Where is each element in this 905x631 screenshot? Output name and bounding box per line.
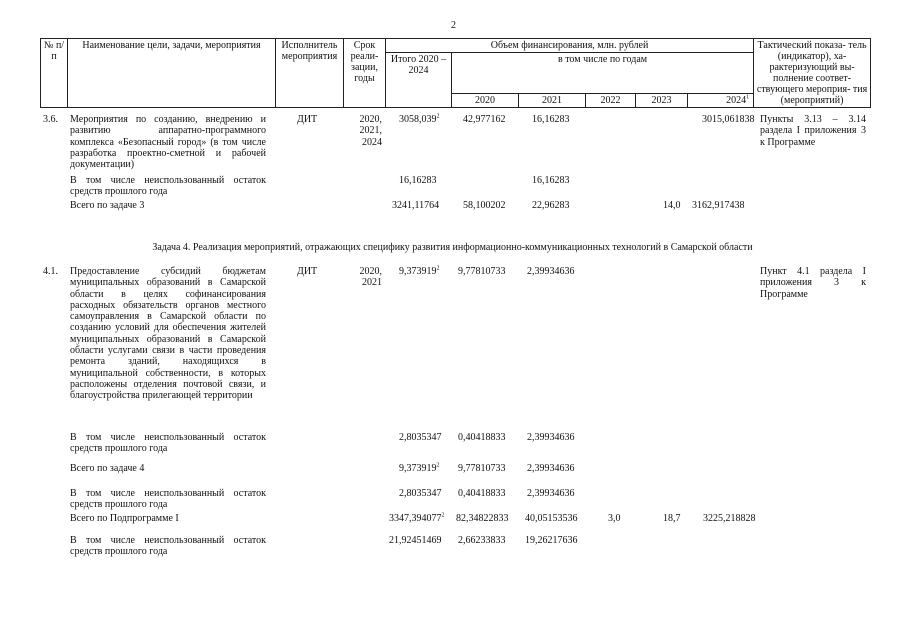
task3-2024: 3162,917438 bbox=[692, 200, 745, 211]
task3-2020: 58,100202 bbox=[463, 200, 506, 211]
subprogram-2021: 40,05153536 bbox=[525, 513, 578, 524]
header-term: Срок реали- зации, годы bbox=[344, 39, 386, 108]
task4-unused-2020: 0,40418833 bbox=[458, 488, 506, 499]
row41-unused-2021: 2,39934636 bbox=[527, 432, 575, 443]
subprogram-total-name: Всего по Подпрограмме I bbox=[70, 513, 179, 524]
row41-indicator: Пункт 4.1 раздела I приложения 3 к Программе bbox=[760, 266, 866, 300]
row41-name: Предоставление субсидий бюджетам муниципальных образований в Самарской области в целях софинансирования расходных обязательств органов местного самоуправления в Самарской области по созданию условий для обеспечения жителей муниципальных образований в Самарской области услугами связи в части проведения ремонта зданий, находящихся в муниципальной собственности, в которых расположены отделения почтовой связи, и благоустройства прилегающей территории bbox=[70, 266, 266, 402]
header-funding: Объем финансирования, млн. рублей bbox=[386, 39, 754, 53]
subprogram-total: 3347,394077$^2$ bbox=[389, 512, 445, 524]
task4-unused-name: В том числе неиспользованный остаток средств прошлого года bbox=[70, 488, 266, 511]
row36-executor: ДИТ bbox=[297, 114, 318, 125]
header-incl-years: в том числе по годам bbox=[452, 53, 754, 94]
row36-total: 3058,039$^2$ bbox=[399, 113, 440, 125]
header-name: Наименование цели, задачи, мероприятия bbox=[68, 39, 276, 108]
row36-num: 3.6. bbox=[43, 114, 58, 125]
row36-indicator: Пункты 3.13 – 3.14 раздела I приложения 3 к Программе bbox=[760, 114, 866, 148]
row41-term: 2020, 2021 bbox=[359, 266, 382, 289]
row36-2021: 16,16283 bbox=[532, 114, 570, 125]
subprogram-unused-2020: 2,66233833 bbox=[458, 535, 506, 546]
task4-2020: 9,77810733 bbox=[458, 463, 506, 474]
row41-2020: 9,77810733 bbox=[458, 266, 506, 277]
task4-title: Задача 4. Реализация мероприятий, отражающих специфику развития информационно-коммуникационных технологий в Самарской области bbox=[152, 242, 753, 253]
subprogram-unused-name: В том числе неиспользованный остаток средств прошлого года bbox=[70, 535, 266, 558]
header-total: Итого 2020 – 2024 bbox=[386, 53, 452, 108]
subprogram-2022: 3,0 bbox=[608, 513, 621, 524]
row36-unused-2021: 16,16283 bbox=[532, 175, 570, 186]
table-header bbox=[40, 38, 871, 108]
task3-total: 3241,11764 bbox=[392, 200, 440, 211]
row41-total: 9,373919$^2$ bbox=[399, 265, 440, 277]
header-indicator: Тактический показа- тель (индикатор), ха- рактеризующий вы- полнение соответ- ствующего мероприя- тия (мероприятий) bbox=[754, 39, 871, 108]
row36-2024: 3015,061838 bbox=[702, 114, 755, 125]
header-2020: 2020 bbox=[452, 94, 519, 108]
row41-unused-name: В том числе неиспользованный остаток средств прошлого года bbox=[70, 432, 266, 455]
task4-2021: 2,39934636 bbox=[527, 463, 575, 474]
row36-name: Мероприятия по созданию, внедрению и развитию аппаратно-программного комплекса «Безопасный город» (в том числе разработка проектно-сметной и рабочей документации) bbox=[70, 114, 266, 171]
header-executor: Исполнитель мероприятия bbox=[276, 39, 344, 108]
header-2024: 2024$^1$ bbox=[688, 94, 754, 108]
task4-total-name: Всего по задаче 4 bbox=[70, 463, 145, 474]
header-2022: 2022 bbox=[586, 94, 636, 108]
row36-term: 2020, 2021, 2024 bbox=[359, 114, 382, 148]
task4-unused-total: 2,8035347 bbox=[399, 488, 442, 499]
row41-unused-2020: 0,40418833 bbox=[458, 432, 506, 443]
task3-2021: 22,96283 bbox=[532, 200, 570, 211]
task3-2023: 14,0 bbox=[663, 200, 681, 211]
subprogram-unused-total: 21,92451469 bbox=[389, 535, 442, 546]
subprogram-unused-2021: 19,26217636 bbox=[525, 535, 578, 546]
subprogram-2023: 18,7 bbox=[663, 513, 681, 524]
subprogram-2024: 3225,218828 bbox=[703, 513, 756, 524]
row41-num: 4.1. bbox=[43, 266, 58, 277]
task3-total-name: Всего по задаче 3 bbox=[70, 200, 145, 211]
row41-2021: 2,39934636 bbox=[527, 266, 575, 277]
row36-2020: 42,977162 bbox=[463, 114, 506, 125]
header-2023: 2023 bbox=[636, 94, 688, 108]
task4-total: 9,373919$^2$ bbox=[399, 462, 440, 474]
task4-unused-2021: 2,39934636 bbox=[527, 488, 575, 499]
subprogram-2020: 82,34822833 bbox=[456, 513, 509, 524]
row36-unused-name: В том числе неиспользованный остаток средств прошлого года bbox=[70, 175, 266, 198]
row36-unused-total: 16,16283 bbox=[399, 175, 437, 186]
row41-unused-total: 2,8035347 bbox=[399, 432, 442, 443]
page-number: 2 bbox=[451, 20, 456, 31]
header-2021: 2021 bbox=[519, 94, 586, 108]
header-num: № п/п bbox=[41, 39, 68, 108]
row41-executor: ДИТ bbox=[297, 266, 318, 277]
